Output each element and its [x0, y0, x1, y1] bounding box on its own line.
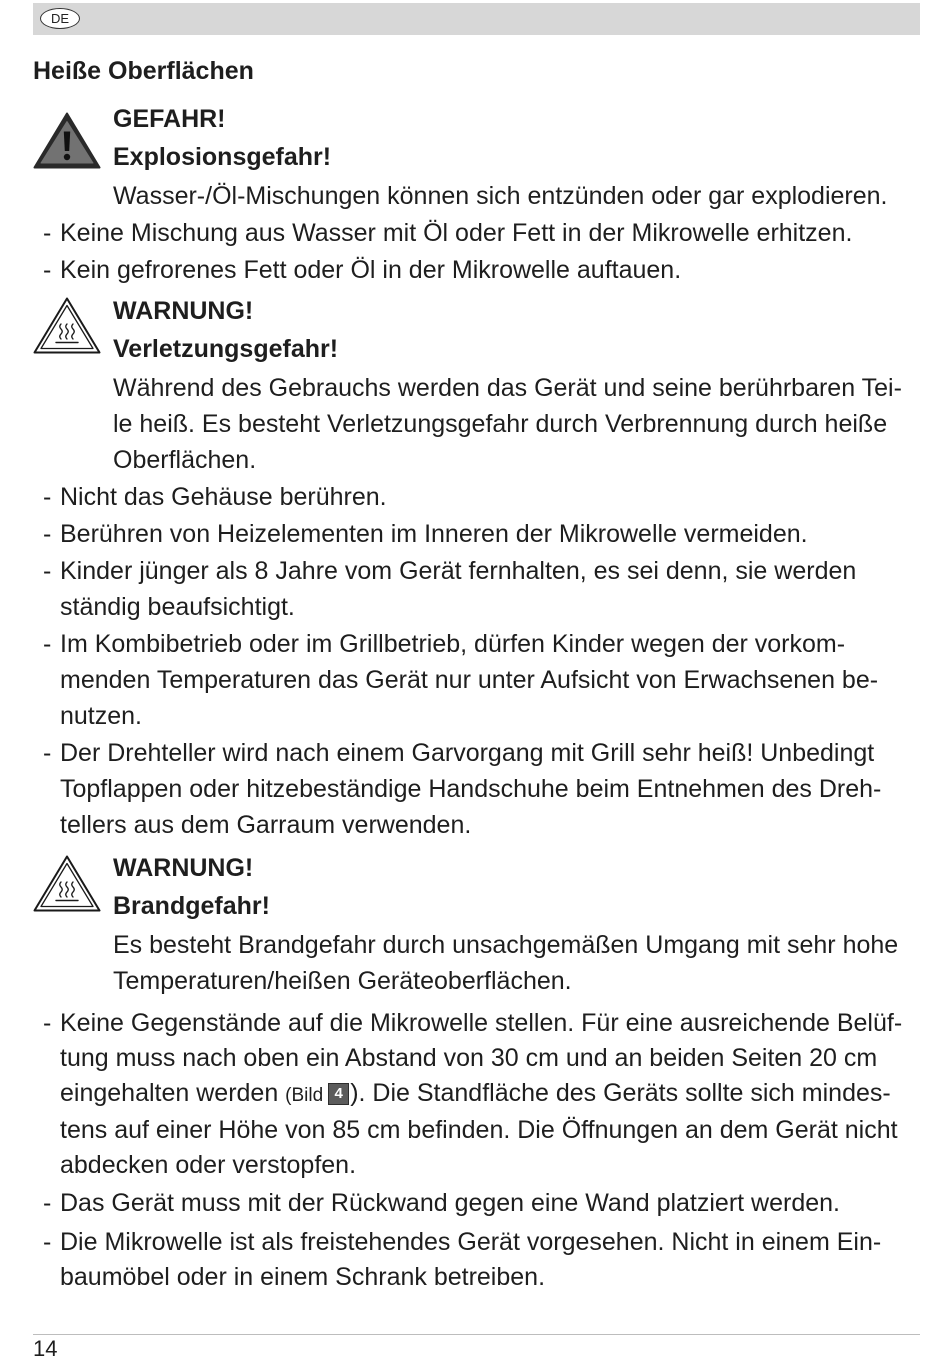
instruction-item — [33, 553, 920, 625]
warning-explosion — [33, 101, 920, 288]
instruction-line: abdecken oder verstopfen. — [60, 1150, 357, 1179]
instruction-line: Die Mikrowelle ist als freistehendes Gerät vorgesehen. Nicht in einem Ein- — [60, 1227, 882, 1256]
instruction-line: tens auf einer Höhe von 85 cm befinden. Die Öffnungen an dem Gerät nicht — [60, 1115, 898, 1144]
warning-heading — [113, 101, 920, 176]
figure-reference-label: (Bild — [285, 1084, 324, 1106]
hot-surface-icon — [33, 855, 101, 912]
description-line: Temperaturen/heißen Geräteoberflächen. — [113, 966, 572, 995]
footer-divider — [33, 1334, 920, 1335]
instruction-item — [33, 735, 920, 843]
instruction-line: Keine Gegenstände auf die Mikrowelle stellen. Für eine ausreichende Belüf- — [60, 1008, 903, 1037]
instruction-line: tellers aus dem Garraum verwenden. — [60, 810, 472, 839]
instruction-line — [60, 1076, 920, 1113]
hazard-title: Brandgefahr! — [113, 891, 270, 920]
instruction-line: Im Kombibetrieb oder im Grillbetrieb, dürfen Kinder wegen der vorkom- — [60, 629, 846, 658]
instruction-line: Keine Mischung aus Wasser mit Öl oder Fett in der Mikrowelle erhitzen. — [60, 218, 853, 247]
bullet-marker: - — [43, 629, 52, 658]
bullet-marker: - — [43, 738, 52, 767]
instruction-item — [33, 1006, 920, 1183]
instruction-list — [33, 479, 920, 843]
page-number: 14 — [33, 1336, 58, 1361]
warning-description — [113, 927, 920, 999]
instruction-line: Topflappen oder hitzebeständige Handschuhe beim Entnehmen des Dreh- — [60, 774, 882, 803]
instruction-line: ständig beaufsichtigt. — [60, 592, 295, 621]
section-title: Heiße Oberflächen — [33, 57, 254, 85]
warning-heading — [113, 850, 920, 925]
description-line: Es besteht Brandgefahr durch unsachgemäßen Umgang mit sehr hohe — [113, 930, 899, 959]
instruction-text: ). Die Standfläche des Geräts sollte sich mindes- — [350, 1078, 891, 1107]
description-line: Oberflächen. — [113, 445, 257, 474]
instruction-item — [33, 516, 920, 552]
instruction-item — [33, 626, 920, 734]
figure-reference-number: 4 — [328, 1083, 349, 1105]
signal-word: WARNUNG! — [113, 297, 254, 325]
header-bar — [33, 3, 920, 35]
danger-exclamation-icon — [33, 112, 101, 169]
instruction-line: menden Temperaturen das Gerät nur unter Aufsicht von Erwachsenen be- — [60, 665, 879, 694]
instruction-item — [33, 215, 920, 251]
instruction-item — [33, 1225, 920, 1295]
hazard-title: Explosionsgefahr! — [113, 142, 332, 171]
instruction-line: Kinder jünger als 8 Jahre vom Gerät fernhalten, es sei denn, sie werden — [60, 556, 857, 585]
bullet-marker: - — [43, 1227, 52, 1256]
hazard-title: Verletzungsgefahr! — [113, 334, 339, 363]
description-line: le heiß. Es besteht Verletzungsgefahr durch Verbrennung durch heiße — [113, 409, 888, 438]
warning-fire — [33, 850, 920, 1295]
warning-injury — [33, 293, 920, 843]
instruction-item — [33, 252, 920, 288]
instruction-text: eingehalten werden — [60, 1078, 286, 1107]
exclamation-dot — [64, 154, 70, 160]
instruction-item — [33, 1186, 920, 1221]
signal-word: WARNUNG! — [113, 854, 254, 882]
instruction-line: baumöbel oder in einem Schrank betreiben. — [60, 1262, 546, 1291]
instruction-line: tung muss nach oben ein Abstand von 30 cm und an beiden Seiten 20 cm — [60, 1043, 878, 1072]
instruction-line: Nicht das Gehäuse berühren. — [60, 482, 387, 511]
bullet-marker: - — [43, 556, 52, 585]
bullet-marker: - — [43, 218, 52, 247]
description-line: Während des Gebrauchs werden das Gerät und seine berührbaren Tei- — [113, 373, 902, 402]
description-line: Wasser-/Öl-Mischungen können sich entzünden oder gar explodieren. — [113, 181, 888, 210]
warning-description — [113, 178, 920, 214]
bullet-marker: - — [43, 255, 52, 284]
instruction-list — [33, 215, 920, 288]
instruction-line: Das Gerät muss mit der Rückwand gegen eine Wand platziert werden. — [60, 1189, 840, 1217]
signal-word: GEFAHR! — [113, 105, 226, 133]
instruction-line: nutzen. — [60, 701, 143, 730]
bullet-marker: - — [43, 1189, 52, 1217]
instruction-line: Der Drehteller wird nach einem Garvorgang mit Grill sehr heiß! Unbedingt — [60, 738, 875, 767]
instruction-line: Kein gefrorenes Fett oder Öl in der Mikrowelle auftauen. — [60, 255, 682, 284]
warning-heading — [113, 293, 920, 368]
bullet-marker: - — [43, 482, 52, 511]
instruction-item — [33, 479, 920, 515]
exclamation-bar — [64, 132, 70, 152]
bullet-marker: - — [43, 1008, 52, 1037]
hot-surface-icon — [33, 297, 101, 354]
warning-description — [113, 370, 920, 478]
language-badge: DE — [40, 8, 80, 29]
instruction-line: Berühren von Heizelementen im Inneren der Mikrowelle vermeiden. — [60, 519, 808, 548]
instruction-list — [33, 1006, 920, 1295]
bullet-marker: - — [43, 519, 52, 548]
